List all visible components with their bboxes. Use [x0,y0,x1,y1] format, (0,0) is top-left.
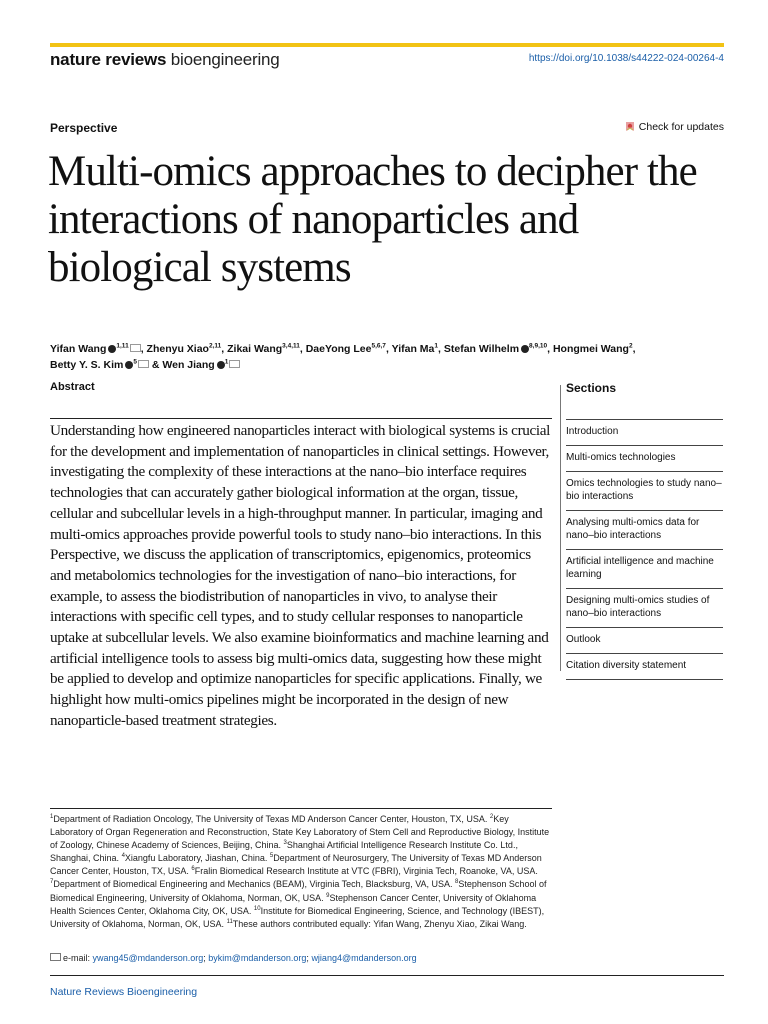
affiliation-number: 7 [50,879,54,886]
email-separator: ; [203,953,209,963]
section-link[interactable]: Omics technologies to study nano–bio interactions [566,471,723,510]
affiliations [50,813,554,931]
author-separator: , [221,343,228,355]
affiliation-text: Xiangfu Laboratory, Jiashan, China. [124,853,270,864]
footnote-divider [50,808,552,809]
article-title: Multi-omics approaches to decipher the interactions of nanoparticles and biological systems [48,148,697,291]
author-separator: , [385,343,392,355]
author-separator: , [632,343,636,355]
author-separator: , [299,343,306,355]
email-icon[interactable] [130,344,141,352]
author[interactable] [227,343,300,355]
section-link[interactable]: Citation diversity statement [566,653,723,680]
check-updates-button[interactable] [624,121,724,133]
author-separator: , [547,343,553,355]
abstract-heading: Abstract [50,381,95,393]
author-name: Wen Jiang [162,359,215,371]
check-updates-label: Check for updates [638,121,724,133]
author-name: Zhenyu Xiao [146,343,209,355]
author-affiliation-sup: 2 [628,342,633,350]
section-link[interactable]: Multi-omics technologies [566,445,723,471]
sections-divider [560,385,561,671]
author[interactable] [162,359,240,371]
affiliation-number: 4 [121,853,125,860]
affiliation-text: Department of Neurosurgery, The University of Texas MD Anderson Cancer Center, Houston, TX, USA. [50,853,542,877]
email-label: e-mail: [63,953,93,963]
author-separator: , [140,343,147,355]
sections-nav [566,419,723,680]
email-line [50,952,417,965]
affiliation-text: Institute for Biomedical Engineering, Science, and Technology (IBEST), University of Oklahoma, Norman, OK, USA. [50,905,545,929]
author[interactable] [392,343,438,355]
author-affiliation-sup: 1 [224,358,229,366]
header-accent-bar [50,43,724,47]
section-link[interactable]: Introduction [566,419,723,445]
footer-journal-name[interactable]: Nature Reviews Bioengineering [50,986,198,998]
author-affiliation-sup: 2,11 [208,342,222,350]
author-affiliation-sup: 1 [434,342,439,350]
author-affiliation-sup: 1,11 [116,342,129,350]
author[interactable] [306,343,386,355]
section-link[interactable]: Analysing multi-omics data for nano–bio interactions [566,510,723,549]
affiliation-number: 1 [50,814,54,820]
affiliation-number: 2 [489,814,494,820]
brand-light: bioengineering [166,50,280,69]
author-list [50,341,726,373]
email-separator: ; [306,953,312,963]
email-icon[interactable] [138,360,149,368]
author-name: Hongmei Wang [552,343,629,355]
author-affiliation-sup: 8,9,10 [529,342,548,350]
affiliation-number: 6 [191,866,195,873]
affiliation-text: Key Laboratory of Organ Regeneration and Reconstruction, State Key Laboratory of Stem Cell and Reproductive Biology, Institute of Zoology, Chinese Academy of Sciences, Beijing, China. [50,814,550,851]
affiliation-number: 11 [226,918,233,925]
affiliation-number: 3 [283,840,287,847]
author[interactable] [50,359,149,371]
email-icon[interactable] [229,360,240,368]
author-affiliation-sup: 5,6,7 [371,342,386,350]
author-name: Betty Y. S. Kim [50,359,124,371]
affiliation-number: 10 [253,905,261,912]
author-affiliation-sup: 3,4,11 [282,342,300,350]
author[interactable] [147,343,222,355]
affiliation-text: Department of Radiation Oncology, The University of Texas MD Anderson Cancer Center, Houston, TX, USA. [53,814,490,824]
affiliation-text: These authors contributed equally: Yifan Wang, Zhenyu Xiao, Zikai Wang. [232,918,527,929]
doi-link[interactable]: https://doi.org/10.1038/s44222-024-00264-4 [528,53,724,64]
affiliation-number: 8 [455,879,459,886]
author[interactable] [444,343,547,355]
orcid-icon[interactable] [521,345,529,353]
email-link[interactable]: bykim@mdanderson.org [208,953,307,963]
article-type: Perspective [50,121,118,135]
section-link[interactable]: Artificial intelligence and machine learning [566,549,723,588]
section-link[interactable]: Outlook [566,627,723,653]
author-affiliation-sup: 5 [133,358,137,366]
author-name: Yifan Wang [50,343,107,355]
author-name: Yifan Ma [391,343,435,355]
section-link[interactable]: Designing multi-omics studies of nano–bio interactions [566,588,723,627]
email-link[interactable]: wjiang4@mdanderson.org [311,953,417,963]
sections-heading: Sections [566,381,617,395]
abstract-text: Understanding how engineered nanoparticles interact with biological systems is crucial for the development and implementation of nanoparticles in clinical settings. However, investigating the complexity of these interactions at the nano–bio interface requires technologies that can accurately gather biological information at the organ, tissue, cellular and subcellular levels in a high-throughput manner. In particular, imaging and multi-omics approaches provide powerful tools to study nano–bio interactions. In this Perspective, we discuss the application of transcriptomics, epigenomics, proteomics and metabolomics technologies for the investigation of nano–bio interactions, for example, to assess the biodistribution of nanoparticles in vivo, to analyse their interactions with specific cell types, and to study cellular responses to nanoparticle uptake at subcellular levels. We also examine bioinformatics and machine learning and artificial intelligence tools to assess big multi-omics data, suggesting how these might be applied to develop and optimize nanoparticles for specific applications. Finally, we highlight how multi-omics pipelines might be incorporated in the design of new nanoparticle-based treatment strategies. [50,422,551,729]
author-name: DaeYong Lee [305,343,372,355]
affiliation-text: Shanghai Artificial Intelligence Research Institute Co. Ltd., Shanghai, China. [50,840,518,864]
affiliation-number: 9 [326,892,330,899]
author-name: Zikai Wang [227,343,283,355]
brand-bold: nature reviews [50,50,167,69]
affiliation-text: Department of Biomedical Engineering and Mechanics (BEAM), Virginia Tech, Blacksburg, VA, USA. [53,879,456,890]
affiliation-number: 5 [269,853,274,860]
affiliation-text: Stephenson Cancer Center, University of Oklahoma Health Sciences Center, Oklahoma City, OK, USA. [50,892,537,916]
abstract-divider [50,418,552,419]
author-separator: & [148,359,163,371]
author-separator: , [438,343,444,355]
author[interactable] [50,343,141,355]
affiliation-text: Stephenson School of Biomedical Engineering, University of Oklahoma, Norman, OK, USA. [50,879,547,903]
orcid-icon[interactable] [217,361,225,369]
author-name: Stefan Wilhelm [443,343,520,355]
affiliation-text: Fralin Biomedical Research Institute at VTC (FBRI), Virginia Tech, Roanoke, VA, USA. [194,866,538,877]
author[interactable] [553,343,633,355]
envelope-icon [50,953,61,961]
email-link[interactable]: ywang45@mdanderson.org [92,953,204,963]
check-updates-icon [624,121,636,133]
footer-divider [50,975,724,976]
journal-brand[interactable] [50,50,280,70]
